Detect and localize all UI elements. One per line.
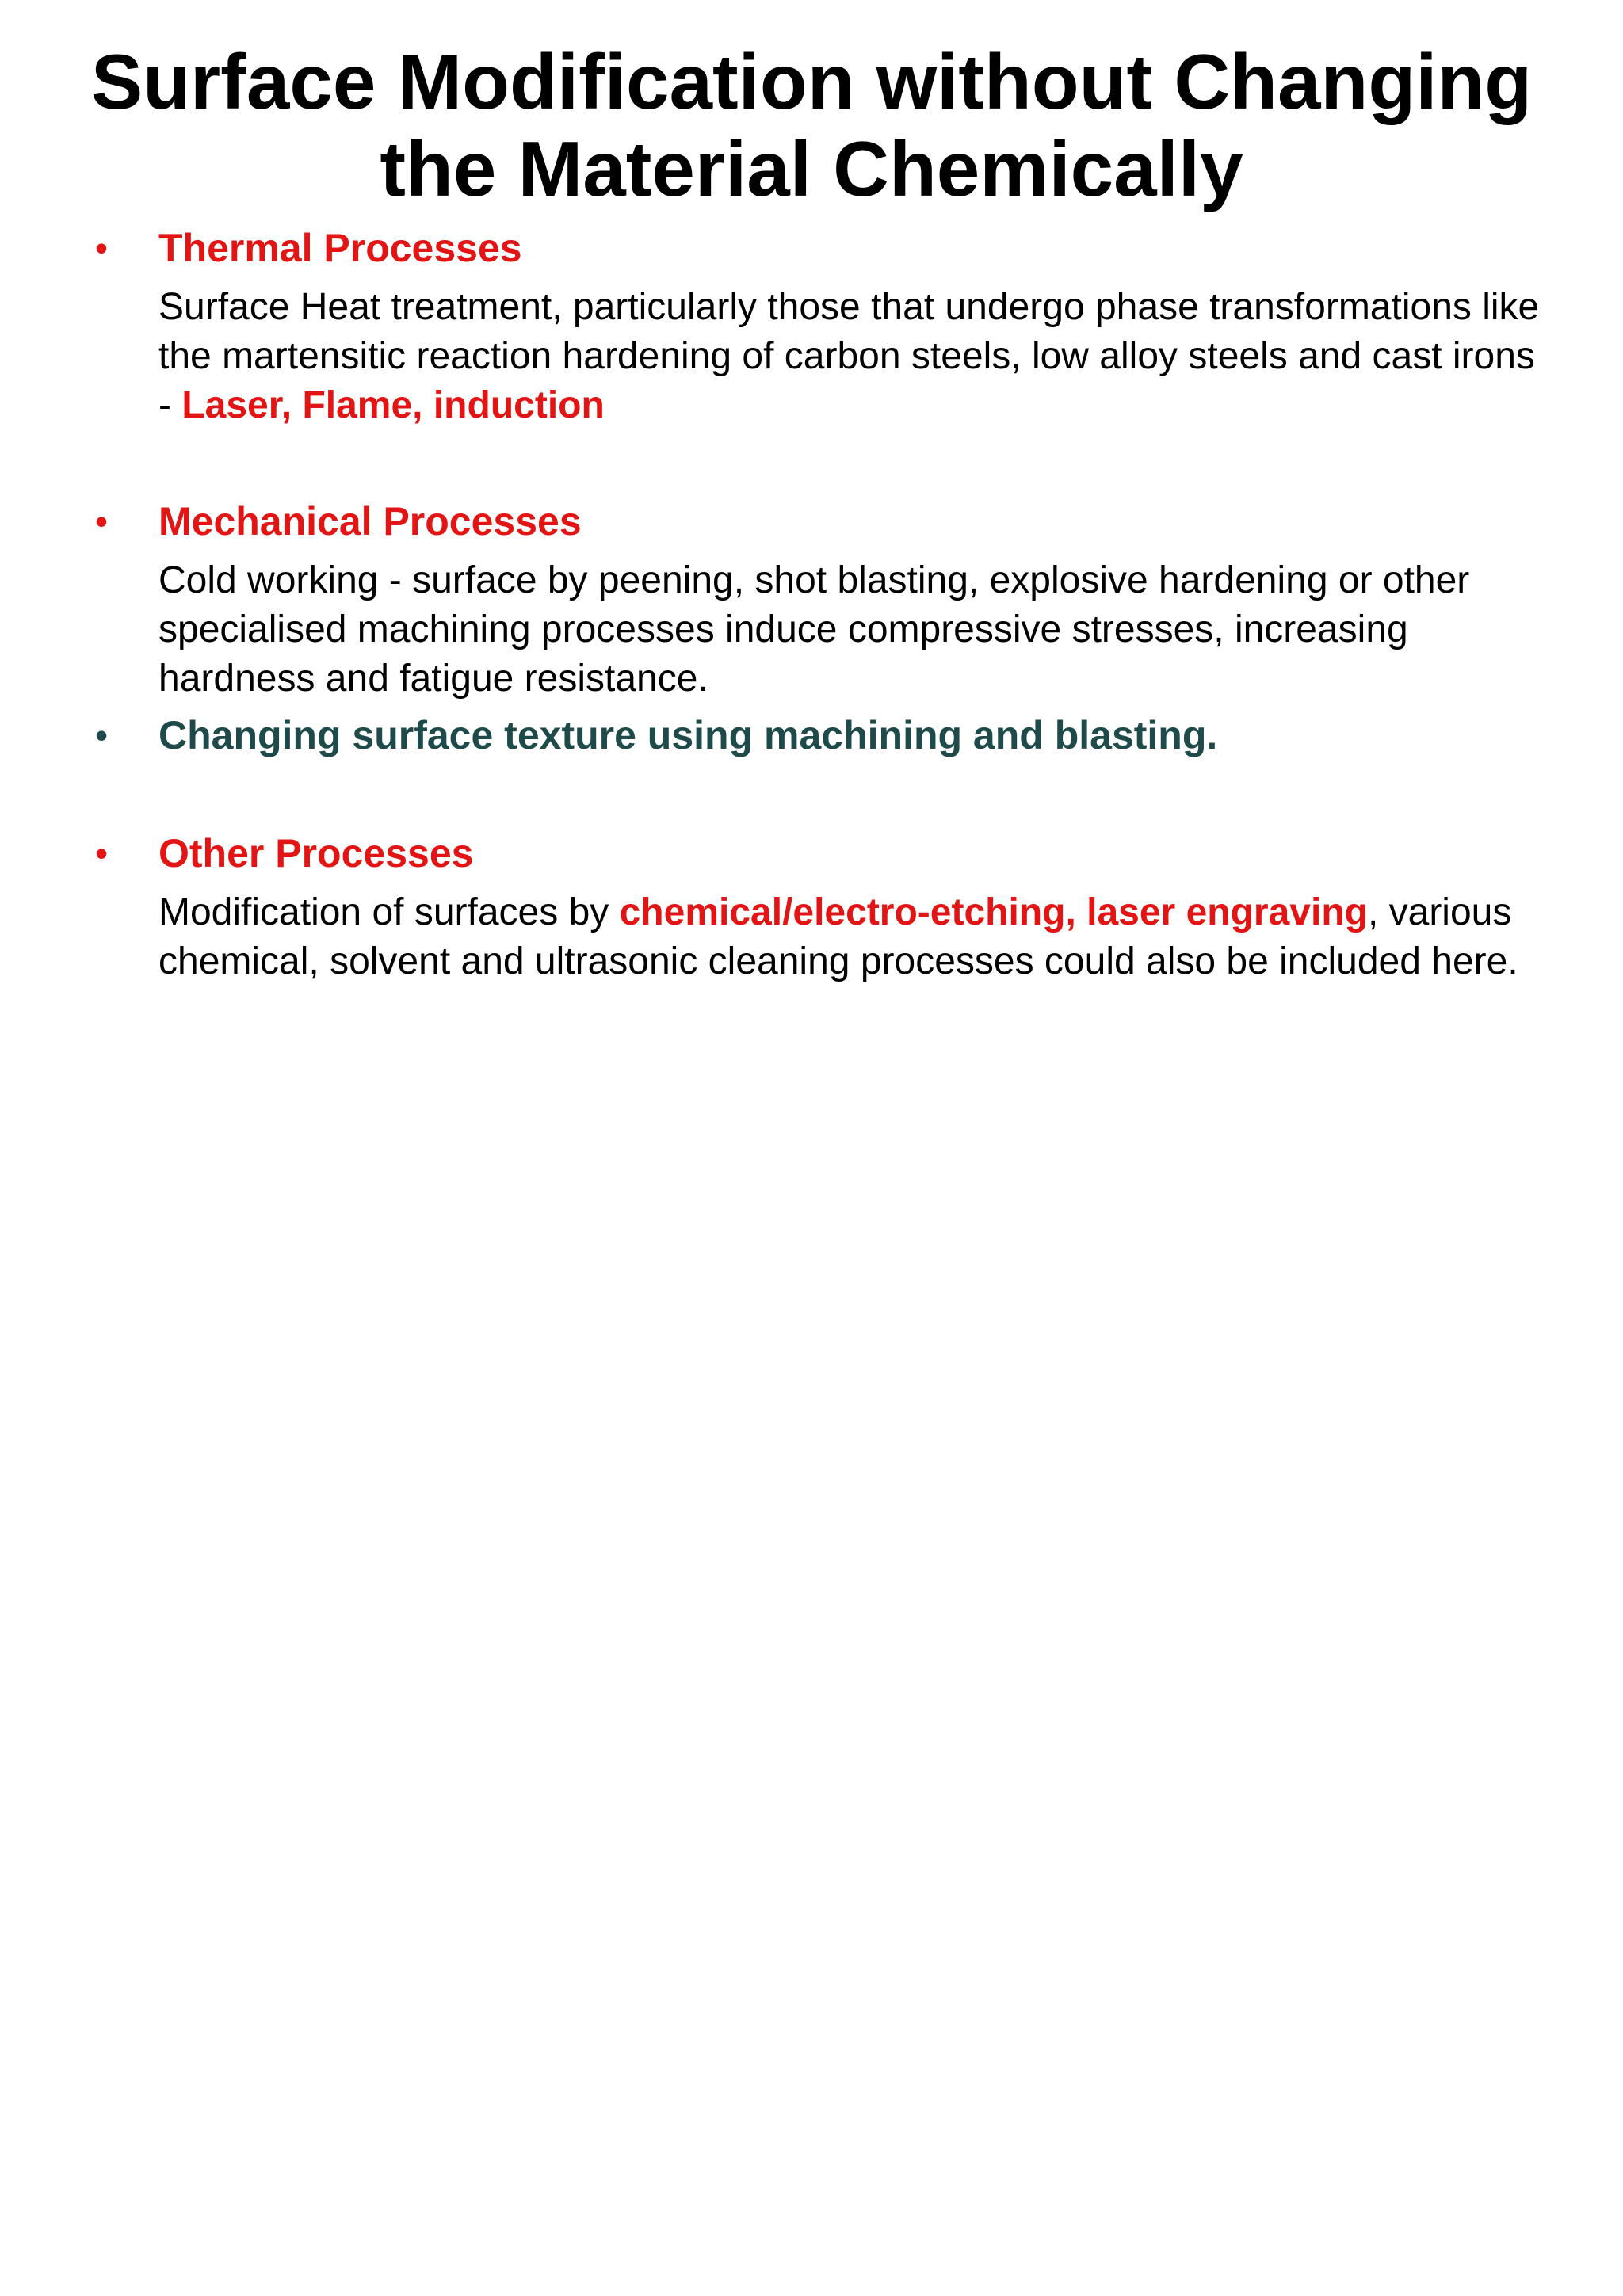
body-text: , various chemical, solvent and ultrasonic cleaning processes could also be included here.: [158, 891, 1518, 982]
heading-mechanical-processes: Mechanical Processes: [158, 499, 582, 543]
bullet-dot: •: [95, 715, 109, 756]
title-line-2: the Material Chemically: [380, 125, 1243, 212]
page-title: [0, 38, 1623, 212]
body-mechanical-processes: Cold working - surface by peening, shot blasting, explosive hardening or other specialised machining processes induce compressive stresses, increasing hardness and fatigue resistance.: [158, 559, 1470, 700]
bullet-dot: •: [95, 833, 109, 874]
heading-other-processes: Other Processes: [158, 831, 474, 875]
heading-surface-texture: Changing surface texture using machining and blasting.: [158, 713, 1218, 757]
body-text: Surface Heat treatment, particularly those that undergo phase transformations like the martensitic reaction hardening of carbon steels, low alloy steels and cast irons -: [158, 286, 1540, 426]
highlight-etching-engraving: chemical/electro-etching, laser engraving: [619, 891, 1368, 933]
bullet-dot: •: [95, 227, 109, 269]
body-thermal-processes: [158, 283, 1553, 430]
body-other-processes: [158, 888, 1553, 986]
heading-thermal-processes: Thermal Processes: [158, 226, 522, 270]
bullet-dot: •: [95, 501, 109, 542]
highlight-laser-flame-induction: Laser, Flame, induction: [181, 384, 605, 426]
body-text: Modification of surfaces by: [158, 891, 620, 933]
title-line-1: Surface Modification without Changing: [90, 38, 1533, 125]
